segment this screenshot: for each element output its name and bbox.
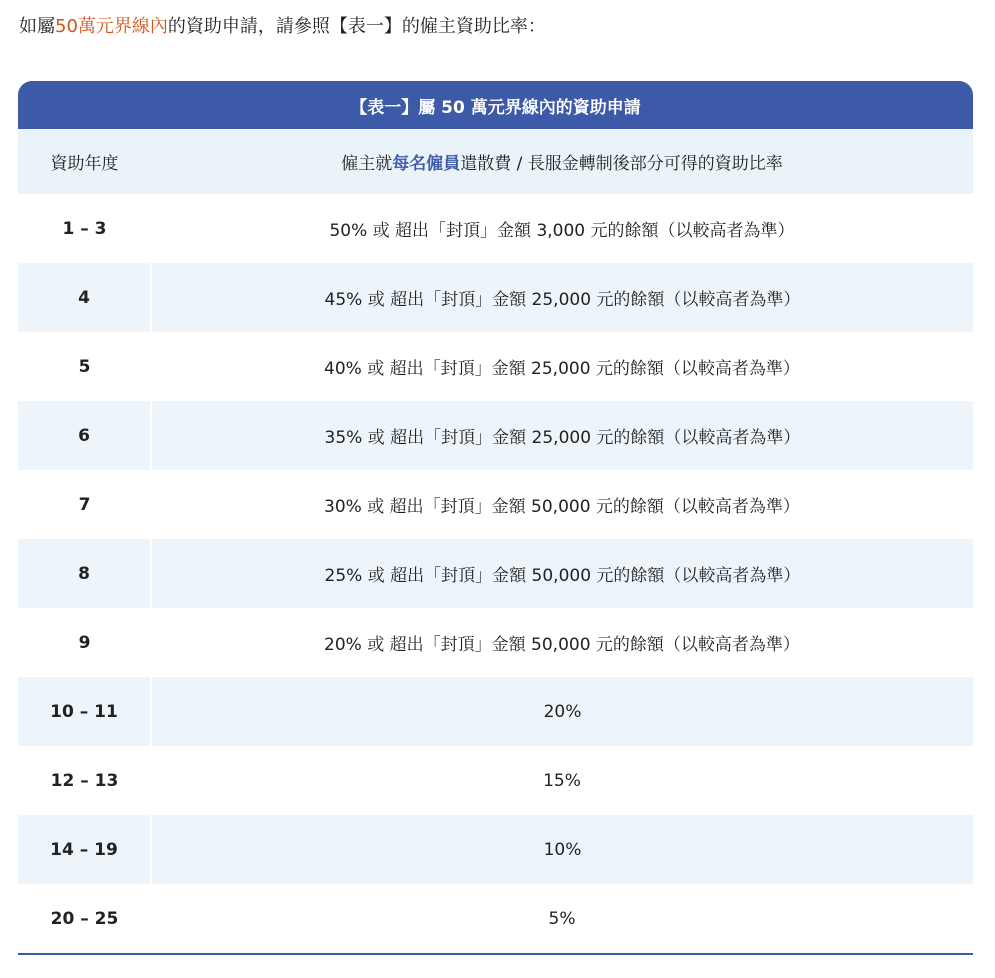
year-cell: 12 – 13 bbox=[50, 770, 119, 791]
year-cell: 7 bbox=[78, 494, 91, 515]
rate-cell: 30% 或 超出「封頂」金額 50,000 元的餘額（以較高者為準） bbox=[324, 497, 800, 517]
column-header-year: 資助年度 bbox=[18, 129, 151, 194]
year-cell: 8 bbox=[18, 539, 151, 608]
rate-cell: 20% 或 超出「封頂」金額 50,000 元的餘額（以較高者為準） bbox=[324, 635, 800, 655]
year-cell: 9 bbox=[78, 632, 91, 653]
table-row bbox=[18, 815, 973, 884]
rate-cell: 20% bbox=[151, 677, 973, 746]
rate-cell: 45% 或 超出「封頂」金額 25,000 元的餘額（以較高者為準） bbox=[151, 263, 973, 332]
table-row bbox=[18, 608, 973, 677]
table-row bbox=[18, 884, 973, 954]
table-row bbox=[18, 470, 973, 539]
table-row bbox=[18, 401, 973, 470]
rate-cell: 5% bbox=[151, 884, 973, 954]
column-header-rate bbox=[151, 129, 973, 194]
table-row bbox=[18, 677, 973, 746]
rate-cell: 25% 或 超出「封頂」金額 50,000 元的餘額（以較高者為準） bbox=[151, 539, 973, 608]
year-cell: 6 bbox=[18, 401, 151, 470]
intro-text bbox=[19, 12, 546, 42]
subsidy-table-container bbox=[18, 81, 973, 955]
table-header-row bbox=[18, 129, 973, 194]
table-title: 【表一】屬 50 萬元界線內的資助申請 bbox=[18, 81, 973, 129]
year-cell: 5 bbox=[78, 356, 91, 377]
rate-cell: 40% 或 超出「封頂」金額 25,000 元的餘額（以較高者為準） bbox=[324, 359, 800, 379]
year-cell: 1 – 3 bbox=[62, 218, 107, 239]
rate-cell: 15% bbox=[543, 770, 581, 791]
intro-after: 的資助申請，請參照【表一】的僱主資助比率： bbox=[167, 16, 546, 37]
table-row bbox=[18, 263, 973, 332]
intro-before: 如屬 bbox=[19, 16, 55, 37]
year-cell: 10 – 11 bbox=[18, 677, 151, 746]
year-cell: 4 bbox=[18, 263, 151, 332]
table-row bbox=[18, 746, 973, 815]
subsidy-rate-table bbox=[18, 81, 973, 955]
column-header-rate-before: 僱主就 bbox=[341, 154, 393, 174]
column-header-rate-after: 遣散費 / 長服金轉制後部分可得的資助比率 bbox=[460, 154, 783, 174]
table-row bbox=[18, 332, 973, 401]
rate-cell: 10% bbox=[151, 815, 973, 884]
year-cell: 14 – 19 bbox=[18, 815, 151, 884]
rate-cell: 50% 或 超出「封頂」金額 3,000 元的餘額（以較高者為準） bbox=[329, 221, 795, 241]
table-title-row bbox=[18, 81, 973, 129]
column-header-rate-strong: 每名僱員 bbox=[392, 154, 461, 174]
table-row bbox=[18, 539, 973, 608]
intro-highlight: 50萬元界線內 bbox=[55, 16, 168, 37]
table-row bbox=[18, 194, 973, 263]
rate-cell: 35% 或 超出「封頂」金額 25,000 元的餘額（以較高者為準） bbox=[151, 401, 973, 470]
year-cell: 20 – 25 bbox=[18, 884, 151, 954]
